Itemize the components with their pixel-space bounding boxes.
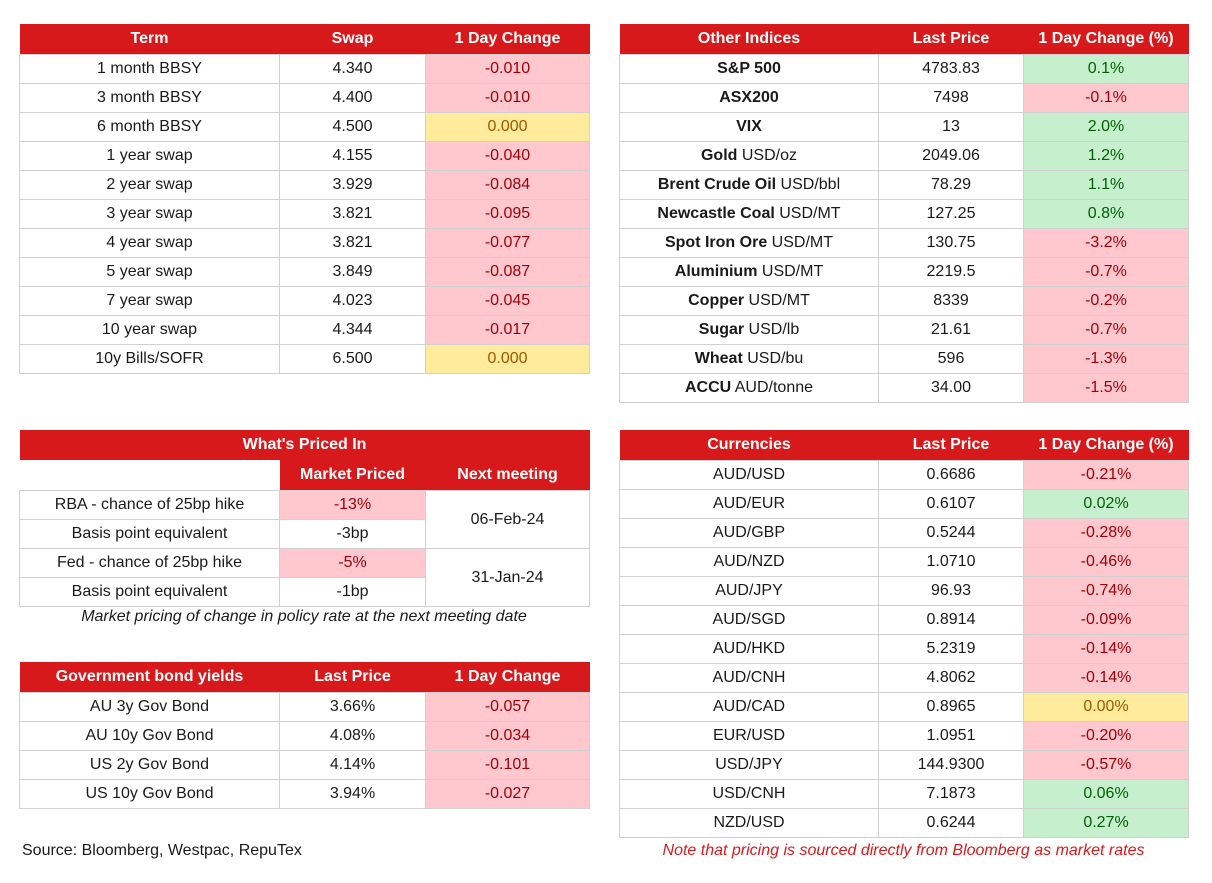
last-price: 4.14%: [280, 751, 426, 780]
swap-rate: 4.344: [280, 316, 426, 345]
index-name-cell: [620, 55, 879, 84]
table-row: [20, 345, 590, 374]
currency-pair: AUD/GBP: [620, 519, 879, 548]
index-name: Spot Iron Ore: [664, 234, 768, 251]
day-change-percent: -0.09%: [1024, 606, 1189, 635]
last-price: 13: [879, 113, 1024, 142]
table-row: [620, 287, 1189, 316]
column-header: 1 Day Change: [426, 662, 590, 693]
table-row: [620, 751, 1189, 780]
day-change: -0.101: [426, 751, 590, 780]
day-change: -0.045: [426, 287, 590, 316]
day-change: 0.000: [426, 345, 590, 374]
term-label: 3 month BBSY: [20, 84, 280, 113]
last-price: 7498: [879, 84, 1024, 113]
bloomberg-pricing-note: Note that pricing is sourced directly from Bloomberg as market rates: [662, 842, 1145, 859]
table-row: [20, 113, 590, 142]
column-header: 1 Day Change (%): [1024, 24, 1189, 55]
day-change-percent: -0.14%: [1024, 664, 1189, 693]
bond-name: US 2y Gov Bond: [20, 751, 280, 780]
table-row: [620, 519, 1189, 548]
index-name: Newcastle Coal: [657, 205, 775, 222]
bond-name: AU 3y Gov Bond: [20, 693, 280, 722]
last-price: 8339: [879, 287, 1024, 316]
column-header: Last Price: [879, 430, 1024, 461]
last-price: 0.5244: [879, 519, 1024, 548]
day-change-percent: -1.3%: [1024, 345, 1189, 374]
table-row: [620, 606, 1189, 635]
table-row: [20, 780, 590, 809]
day-change-percent: -0.74%: [1024, 577, 1189, 606]
day-change-percent: -3.2%: [1024, 229, 1189, 258]
table-row: [620, 809, 1189, 838]
next-meeting-date: 06-Feb-24: [426, 491, 590, 549]
index-unit: USD/bbl: [776, 176, 841, 193]
last-price: 96.93: [879, 577, 1024, 606]
index-name-cell: [620, 316, 879, 345]
day-change-percent: 0.27%: [1024, 809, 1189, 838]
table-row: [620, 229, 1189, 258]
table-row: [620, 780, 1189, 809]
last-price: 0.6244: [879, 809, 1024, 838]
index-name: S&P 500: [717, 60, 781, 77]
index-unit: USD/bu: [742, 350, 804, 367]
government-bond-yields-table: [19, 662, 590, 809]
table-header-row: [20, 24, 590, 55]
table-row: [620, 200, 1189, 229]
index-name: Brent Crude Oil: [657, 176, 777, 193]
swap-rate: 3.821: [280, 200, 426, 229]
row-label: RBA - chance of 25bp hike: [20, 491, 280, 520]
index-unit: USD/oz: [737, 147, 797, 164]
index-name: Gold: [700, 147, 738, 164]
last-price: 2049.06: [879, 142, 1024, 171]
index-unit: USD/lb: [744, 321, 800, 338]
index-name: Wheat: [694, 350, 743, 367]
currency-pair: AUD/HKD: [620, 635, 879, 664]
index-name-cell: [620, 374, 879, 403]
other-indices-table: [619, 24, 1189, 403]
swap-rate: 4.400: [280, 84, 426, 113]
last-price: 1.0951: [879, 722, 1024, 751]
table-title: What's Priced In: [20, 430, 590, 460]
bond-name: US 10y Gov Bond: [20, 780, 280, 809]
column-header: Next meeting: [426, 460, 590, 491]
index-unit: USD/MT: [744, 292, 810, 309]
term-label: 10y Bills/SOFR: [20, 345, 280, 374]
table-header-row: [620, 24, 1189, 55]
column-header: Last Price: [879, 24, 1024, 55]
currency-pair: AUD/USD: [620, 461, 879, 490]
day-change: -0.095: [426, 200, 590, 229]
swap-rates-table: [19, 24, 590, 374]
day-change: -0.084: [426, 171, 590, 200]
market-priced-value: -13%: [280, 491, 426, 520]
market-priced-value: -5%: [280, 549, 426, 578]
day-change: -0.017: [426, 316, 590, 345]
table-header-row: [20, 662, 590, 693]
day-change: -0.010: [426, 55, 590, 84]
day-change-percent: -0.57%: [1024, 751, 1189, 780]
index-name: Copper: [688, 292, 745, 309]
index-unit: USD/MT: [757, 263, 824, 280]
table-title-row: [20, 430, 590, 460]
column-header: Term: [20, 24, 280, 55]
day-change-percent: -0.7%: [1024, 316, 1189, 345]
column-header: Market Priced: [280, 460, 426, 491]
next-meeting-date: 31-Jan-24: [426, 549, 590, 607]
day-change-percent: 0.1%: [1024, 55, 1189, 84]
last-price: 0.6107: [879, 490, 1024, 519]
term-label: 3 year swap: [20, 200, 280, 229]
last-price: 0.6686: [879, 461, 1024, 490]
day-change-percent: 1.2%: [1024, 142, 1189, 171]
table-row: [620, 258, 1189, 287]
term-label: 6 month BBSY: [20, 113, 280, 142]
day-change-percent: 0.00%: [1024, 693, 1189, 722]
column-header: Currencies: [620, 430, 879, 461]
term-label: 10 year swap: [20, 316, 280, 345]
market-priced-value: -3bp: [280, 520, 426, 549]
currencies-table: [619, 430, 1189, 838]
day-change-percent: -0.21%: [1024, 461, 1189, 490]
table-subheader-row: [20, 460, 590, 491]
day-change-percent: 0.06%: [1024, 780, 1189, 809]
row-label: Basis point equivalent: [20, 578, 280, 607]
swap-rate: 4.023: [280, 287, 426, 316]
table-row: [20, 491, 590, 520]
table-row: [620, 55, 1189, 84]
day-change-percent: -0.1%: [1024, 84, 1189, 113]
day-change: -0.027: [426, 780, 590, 809]
day-change-percent: 0.02%: [1024, 490, 1189, 519]
currency-pair: AUD/NZD: [620, 548, 879, 577]
index-name-cell: [620, 287, 879, 316]
market-priced-value: -1bp: [280, 578, 426, 607]
day-change-percent: 1.1%: [1024, 171, 1189, 200]
last-price: 2219.5: [879, 258, 1024, 287]
last-price: 4.8062: [879, 664, 1024, 693]
term-label: 7 year swap: [20, 287, 280, 316]
table-row: [620, 635, 1189, 664]
table-row: [20, 171, 590, 200]
day-change: -0.040: [426, 142, 590, 171]
index-name: ASX200: [719, 89, 779, 106]
table-row: [20, 229, 590, 258]
day-change-percent: -1.5%: [1024, 374, 1189, 403]
index-name-cell: [620, 171, 879, 200]
term-label: 2 year swap: [20, 171, 280, 200]
table-row: [620, 345, 1189, 374]
column-header: Other Indices: [620, 24, 879, 55]
day-change: -0.010: [426, 84, 590, 113]
last-price: 127.25: [879, 200, 1024, 229]
term-label: 1 year swap: [20, 142, 280, 171]
last-price: 1.0710: [879, 548, 1024, 577]
table-row: [20, 693, 590, 722]
day-change-percent: 2.0%: [1024, 113, 1189, 142]
row-label: Basis point equivalent: [20, 520, 280, 549]
last-price: 3.66%: [280, 693, 426, 722]
column-header: Swap: [280, 24, 426, 55]
day-change: -0.087: [426, 258, 590, 287]
table-row: [20, 722, 590, 751]
column-header: 1 Day Change: [426, 24, 590, 55]
column-header: 1 Day Change (%): [1024, 430, 1189, 461]
day-change: -0.077: [426, 229, 590, 258]
currency-pair: AUD/CAD: [620, 693, 879, 722]
last-price: 0.8914: [879, 606, 1024, 635]
swap-rate: 4.500: [280, 113, 426, 142]
currency-pair: AUD/CNH: [620, 664, 879, 693]
table-row: [20, 751, 590, 780]
last-price: 4.08%: [280, 722, 426, 751]
index-name-cell: [620, 258, 879, 287]
day-change-percent: -0.46%: [1024, 548, 1189, 577]
day-change-percent: -0.7%: [1024, 258, 1189, 287]
table-row: [20, 84, 590, 113]
last-price: 5.2319: [879, 635, 1024, 664]
last-price: 130.75: [879, 229, 1024, 258]
day-change-percent: 0.8%: [1024, 200, 1189, 229]
empty-cell: [20, 460, 280, 491]
index-name: Sugar: [698, 321, 745, 338]
index-unit: AUD/tonne: [731, 379, 814, 396]
table-row: [620, 113, 1189, 142]
table-row: [620, 548, 1189, 577]
table-row: [620, 374, 1189, 403]
table-row: [20, 142, 590, 171]
swap-rate: 6.500: [280, 345, 426, 374]
term-label: 4 year swap: [20, 229, 280, 258]
table-row: [620, 84, 1189, 113]
currency-pair: AUD/EUR: [620, 490, 879, 519]
index-unit: USD/MT: [774, 205, 841, 222]
index-name-cell: [620, 345, 879, 374]
currency-pair: AUD/JPY: [620, 577, 879, 606]
day-change: 0.000: [426, 113, 590, 142]
currency-pair: EUR/USD: [620, 722, 879, 751]
table-row: [20, 200, 590, 229]
bond-name: AU 10y Gov Bond: [20, 722, 280, 751]
index-name-cell: [620, 200, 879, 229]
day-change-percent: -0.28%: [1024, 519, 1189, 548]
last-price: 78.29: [879, 171, 1024, 200]
table-row: [620, 664, 1189, 693]
column-header: Last Price: [280, 662, 426, 693]
swap-rate: 3.821: [280, 229, 426, 258]
swap-rate: 3.929: [280, 171, 426, 200]
index-name-cell: [620, 142, 879, 171]
table-row: [20, 549, 590, 578]
day-change-percent: -0.2%: [1024, 287, 1189, 316]
day-change-percent: -0.14%: [1024, 635, 1189, 664]
last-price: 0.8965: [879, 693, 1024, 722]
table-row: [620, 577, 1189, 606]
day-change: -0.057: [426, 693, 590, 722]
last-price: 144.9300: [879, 751, 1024, 780]
swap-rate: 4.340: [280, 55, 426, 84]
swap-rate: 4.155: [280, 142, 426, 171]
index-name-cell: [620, 229, 879, 258]
day-change: -0.034: [426, 722, 590, 751]
index-unit: USD/MT: [767, 234, 833, 251]
source-footnote: Source: Bloomberg, Westpac, RepuTex: [22, 842, 302, 859]
last-price: 596: [879, 345, 1024, 374]
currency-pair: AUD/SGD: [620, 606, 879, 635]
index-name: ACCU: [684, 379, 732, 396]
table-row: [620, 490, 1189, 519]
table-row: [20, 287, 590, 316]
table-row: [20, 55, 590, 84]
last-price: 3.94%: [280, 780, 426, 809]
currency-pair: USD/CNH: [620, 780, 879, 809]
table-row: [20, 316, 590, 345]
day-change-percent: -0.20%: [1024, 722, 1189, 751]
policy-pricing-note: Market pricing of change in policy rate at the next meeting date: [81, 608, 527, 625]
last-price: 21.61: [879, 316, 1024, 345]
index-name: VIX: [736, 118, 762, 135]
table-row: [20, 258, 590, 287]
table-row: [620, 693, 1189, 722]
row-label: Fed - chance of 25bp hike: [20, 549, 280, 578]
whats-priced-in-table: [19, 430, 590, 607]
index-name: Aluminium: [674, 263, 758, 280]
table-row: [620, 722, 1189, 751]
index-name-cell: [620, 113, 879, 142]
swap-rate: 3.849: [280, 258, 426, 287]
index-name-cell: [620, 84, 879, 113]
column-header: Government bond yields: [20, 662, 280, 693]
term-label: 1 month BBSY: [20, 55, 280, 84]
last-price: 34.00: [879, 374, 1024, 403]
last-price: 4783.83: [879, 55, 1024, 84]
table-header-row: [620, 430, 1189, 461]
table-row: [620, 171, 1189, 200]
table-row: [620, 316, 1189, 345]
currency-pair: USD/JPY: [620, 751, 879, 780]
last-price: 7.1873: [879, 780, 1024, 809]
currency-pair: NZD/USD: [620, 809, 879, 838]
table-row: [620, 142, 1189, 171]
table-row: [620, 461, 1189, 490]
term-label: 5 year swap: [20, 258, 280, 287]
